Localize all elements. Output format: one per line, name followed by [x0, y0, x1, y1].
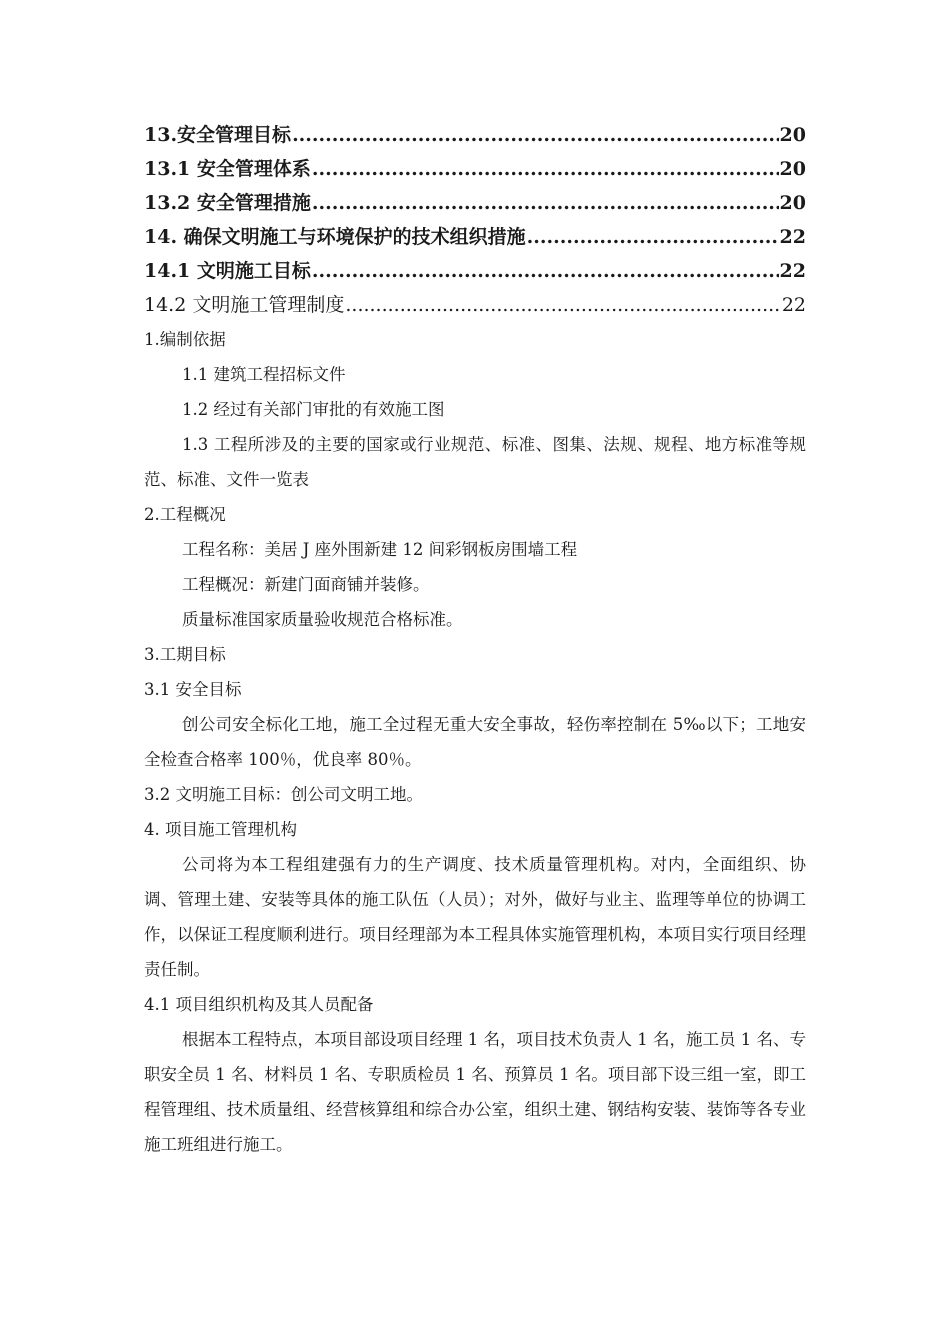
section-heading: 3.工期目标 [144, 645, 226, 664]
section-heading: 4. 项目施工管理机构 [144, 820, 297, 839]
toc-leader-dots [292, 118, 778, 152]
document-body [144, 322, 806, 1162]
toc-entry[interactable] [144, 254, 806, 288]
toc-entry-page: 20 [779, 124, 806, 146]
toc-entry[interactable] [144, 288, 806, 322]
paragraph: 根据本工程特点，本项目部设项目经理 1 名，项目技术负责人 1 名，施工员 1 名、专职安全员 1 名、材料员 1 名、专职质检员 1 名、预算员 1 名。项目部下设三组一室，即工程管理组、技术质量组、经营核算组和综合办公室，组织土建、钢结构安装、装饰等各专业施工班组进行施工。 [144, 1030, 806, 1154]
table-of-contents [144, 118, 806, 322]
toc-entry[interactable] [144, 152, 806, 186]
toc-entry-title: 13.1 安全管理体系 [144, 158, 311, 180]
toc-leader-dots [312, 152, 779, 186]
toc-entry-title: 13.安全管理目标 [144, 124, 292, 146]
toc-entry-page: 22 [779, 226, 806, 248]
toc-entry-title: 14.2 文明施工管理制度 [144, 294, 345, 316]
paragraph: 工程名称：美居 J 座外围新建 12 间彩钢板房围墙工程 [182, 540, 578, 559]
toc-entry-title: 14. 确保文明施工与环境保护的技术组织措施 [144, 226, 526, 248]
paragraph: 工程概况：新建门面商铺并装修。 [182, 575, 430, 594]
toc-entry[interactable] [144, 220, 806, 254]
paragraph: 1.2 经过有关部门审批的有效施工图 [182, 400, 445, 419]
toc-entry-page: 20 [779, 192, 806, 214]
toc-entry-page: 22 [779, 260, 806, 282]
toc-entry-page: 20 [779, 158, 806, 180]
subsection-heading: 4.1 项目组织机构及其人员配备 [144, 995, 374, 1014]
toc-leader-dots [345, 288, 780, 322]
toc-entry-title: 13.2 安全管理措施 [144, 192, 311, 214]
section-heading: 2.工程概况 [144, 505, 226, 524]
paragraph: 创公司安全标化工地，施工全过程无重大安全事故，轻伤率控制在 5‰以下；工地安全检查合格率 100％，优良率 80％。 [144, 715, 806, 769]
paragraph: 质量标准国家质量验收规范合格标准。 [182, 610, 463, 629]
toc-entry-page: 22 [781, 294, 806, 316]
subsection-heading: 3.2 文明施工目标：创公司文明工地。 [144, 785, 423, 804]
toc-leader-dots [312, 186, 779, 220]
subsection-heading: 3.1 安全目标 [144, 680, 242, 699]
toc-leader-dots [312, 254, 779, 288]
section-heading: 1.编制依据 [144, 330, 226, 349]
page-content [144, 118, 806, 1162]
toc-leader-dots [527, 220, 779, 254]
paragraph: 1.3 工程所涉及的主要的国家或行业规范、标准、图集、法规、规程、地方标准等规范、标准、文件一览表 [144, 435, 806, 489]
toc-entry[interactable] [144, 118, 806, 152]
paragraph: 公司将为本工程组建强有力的生产调度、技术质量管理机构。对内，全面组织、协调、管理土建、安装等具体的施工队伍（人员）；对外，做好与业主、监理等单位的协调工作，以保证工程度顺利进行。项目经理部为本工程具体实施管理机构，本项目实行项目经理责任制。 [144, 855, 806, 979]
toc-entry[interactable] [144, 186, 806, 220]
toc-entry-title: 14.1 文明施工目标 [144, 260, 311, 282]
paragraph: 1.1 建筑工程招标文件 [182, 365, 346, 384]
